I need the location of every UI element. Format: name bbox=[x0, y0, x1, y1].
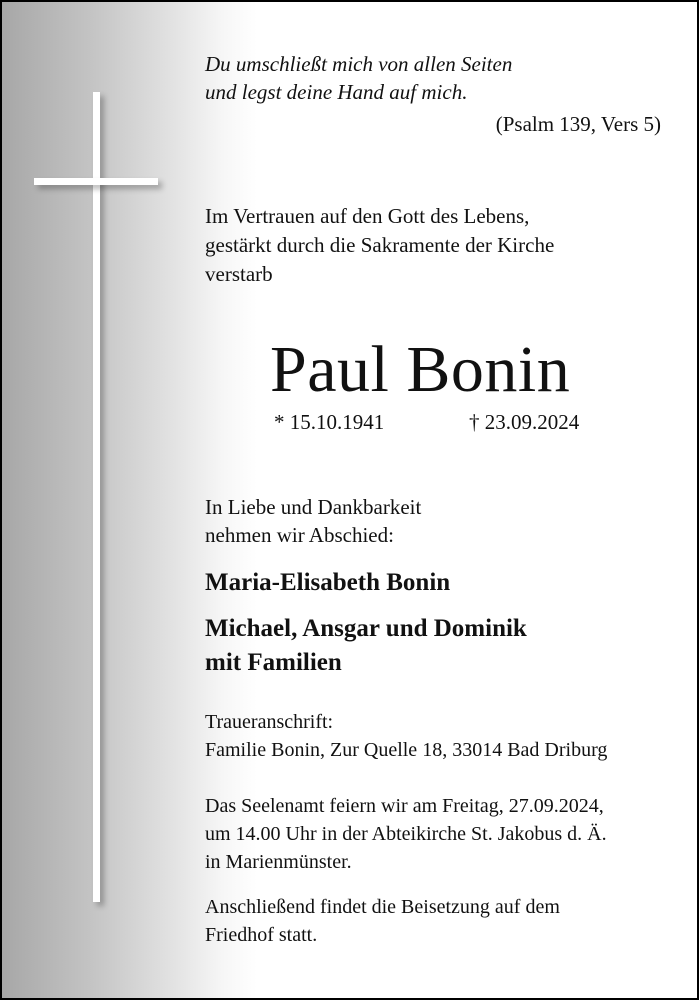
farewell-line: nehmen wir Abschied: bbox=[205, 523, 394, 547]
mass-line: Das Seelenamt feiern wir am Freitag, 27.09.2024, bbox=[205, 795, 604, 817]
mourner-secondary bbox=[205, 612, 527, 680]
psalm-source: (Psalm 139, Vers 5) bbox=[495, 112, 661, 136]
farewell-line: In Liebe und Dankbarkeit bbox=[205, 495, 422, 519]
farewell-text bbox=[205, 493, 421, 549]
cross-vertical-beam bbox=[93, 92, 100, 902]
intro-text bbox=[205, 202, 554, 289]
mourner-primary: Maria-Elisabeth Bonin bbox=[205, 569, 451, 596]
mourner-line: Michael, Ansgar und Dominik bbox=[205, 615, 527, 642]
death-date: † 23.09.2024 bbox=[469, 410, 580, 434]
birth-date: * 15.10.1941 bbox=[274, 410, 385, 434]
intro-line: Im Vertrauen auf den Gott des Lebens, bbox=[205, 204, 530, 228]
burial-info bbox=[205, 893, 560, 949]
requiem-mass-info bbox=[205, 792, 607, 876]
cross-horizontal-beam bbox=[34, 178, 158, 185]
mass-line: in Marienmünster. bbox=[205, 851, 352, 873]
burial-line: Friedhof statt. bbox=[205, 924, 318, 946]
address-label: Traueranschrift: bbox=[205, 711, 334, 733]
mourning-address bbox=[205, 708, 607, 764]
mourner-line: mit Familien bbox=[205, 649, 342, 676]
address-value: Familie Bonin, Zur Quelle 18, 33014 Bad Driburg bbox=[205, 739, 608, 761]
psalm-line: und legst deine Hand auf mich. bbox=[205, 80, 468, 104]
psalm-line: Du umschließt mich von allen Seiten bbox=[205, 52, 513, 76]
psalm-quote bbox=[205, 50, 512, 106]
deceased-name: Paul Bonin bbox=[270, 333, 571, 406]
mass-line: um 14.00 Uhr in der Abteikirche St. Jakobus d. Ä. bbox=[205, 823, 607, 845]
intro-line: gestärkt durch die Sakramente der Kirche bbox=[205, 233, 555, 257]
intro-line: verstarb bbox=[205, 262, 273, 286]
burial-line: Anschließend findet die Beisetzung auf dem bbox=[205, 896, 560, 918]
